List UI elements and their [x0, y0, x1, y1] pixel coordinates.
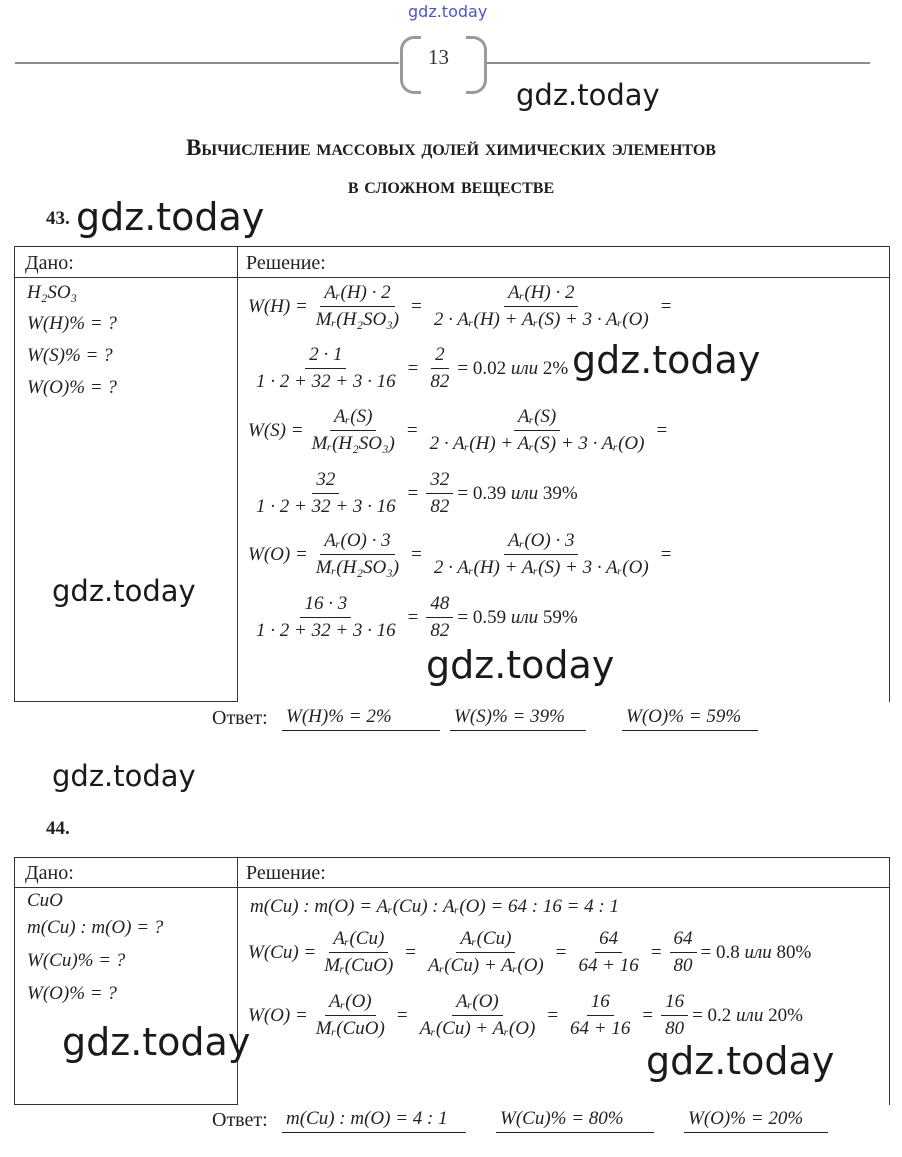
given-unknown: W(O)% = ?: [27, 983, 117, 1004]
answer-value: W(O)% = 59%: [622, 706, 758, 731]
result: = 0.02: [457, 357, 507, 379]
numerator: Aᵣ(O): [452, 991, 503, 1016]
section-title-line1: Вычисление массовых долей химических элементов: [186, 135, 716, 160]
denominator: Aᵣ(Cu) + Aᵣ(O): [428, 955, 544, 976]
result: = 0.2: [692, 1004, 732, 1026]
numerator: 2: [431, 344, 449, 369]
denominator: Mᵣ(CuO): [324, 955, 394, 976]
numerator: 64: [595, 928, 622, 953]
equals: =: [660, 295, 672, 317]
denominator: 1 · 2 + 32 + 3 · 16: [256, 496, 396, 517]
denominator: 1 · 2 + 32 + 3 · 16: [256, 620, 396, 641]
fraction: [426, 344, 453, 393]
solution-header: Решение:: [246, 252, 326, 274]
ili-word: или: [736, 1004, 764, 1026]
numerator: Aᵣ(H) · 2: [320, 282, 394, 307]
equation-lhs: W(O) =: [248, 1004, 308, 1026]
ili-word: или: [744, 941, 772, 963]
section-title-line2: в сложном веществе: [347, 173, 555, 198]
fraction: [252, 344, 400, 393]
table-44-bottom-rule: [14, 1104, 238, 1105]
denominator: 82: [430, 620, 450, 641]
percent: 20%: [768, 1004, 803, 1026]
watermark: gdz.today: [76, 195, 265, 239]
numerator: Aᵣ(Cu): [456, 928, 515, 953]
table-44-divider: [237, 857, 238, 1105]
percent: 2%: [542, 357, 569, 379]
table-43-divider: [237, 246, 238, 702]
watermark: gdz.today: [52, 759, 196, 793]
denominator: 1 · 2 + 32 + 3 · 16: [256, 371, 396, 392]
denominator: 2 · Aᵣ(H) + Aᵣ(S) + 3 · Aᵣ(O): [433, 309, 649, 330]
page-number-bracket-left: [400, 36, 421, 94]
equation-line: $\frac{2 \cdot 1}{1 \cdot 2 + 32 + 3 \cdot 16}$ = $\frac{2}{82}$ = 0.02 или 2%: [248, 344, 568, 393]
equals: =: [660, 543, 672, 565]
ratio-equation: m(Cu) : m(O) = Aᵣ(Cu) : Aᵣ(O) = 64 : 16 = 4 : 1: [250, 896, 619, 917]
denominator: 2 · Aᵣ(H) + Aᵣ(S) + 3 · Aᵣ(O): [429, 433, 645, 454]
fraction: [430, 282, 653, 331]
answer-value: m(Cu) : m(O) = 4 : 1: [282, 1108, 466, 1133]
numerator: Aᵣ(O) · 3: [320, 530, 394, 555]
numerator: Aᵣ(O) · 3: [504, 530, 578, 555]
answer-value: W(Cu)% = 80%: [496, 1108, 654, 1133]
result: = 0.39: [457, 482, 507, 504]
fraction: [426, 469, 453, 518]
watermark: gdz.today: [516, 78, 660, 112]
watermark-top: gdz.today: [408, 2, 488, 21]
equation-line: W(O) = $\frac{\text{Aᵣ(O)}}{\text{Mᵣ(CuO)}}$ = $\frac{\text{Aᵣ(O)}}{\text{Aᵣ(Cu) + Aᵣ(O)}}$ = $\frac{16}{64 + 16}$ = $\frac{16}{80}$ = 0.2 или 20%: [248, 991, 803, 1039]
watermark: gdz.today: [426, 643, 615, 687]
denominator: 80: [665, 1018, 685, 1039]
answer-value: W(S)% = 39%: [450, 706, 586, 731]
given-unknown: W(S)% = ?: [27, 345, 113, 366]
fraction: [661, 991, 688, 1040]
fraction: [424, 928, 548, 977]
denominator: Mᵣ(H₂SO₃): [315, 557, 400, 578]
given-unknown: W(O)% = ?: [27, 377, 117, 398]
denominator: 80: [673, 955, 693, 976]
watermark: gdz.today: [646, 1039, 835, 1083]
fraction: [312, 991, 389, 1040]
table-43-bottom-rule: [14, 701, 238, 702]
equation-lhs: W(S) =: [248, 419, 304, 441]
header-rule-left: [15, 62, 399, 64]
numerator: Aᵣ(S): [330, 406, 376, 431]
numerator: 16: [587, 991, 614, 1016]
watermark: gdz.today: [52, 574, 196, 608]
ili-word: или: [510, 357, 539, 379]
percent: 59%: [542, 606, 578, 628]
given-unknown: m(Cu) : m(O) = ?: [27, 917, 164, 938]
numerator: 16 · 3: [300, 593, 351, 618]
solution-header: Решение:: [246, 862, 326, 884]
header-rule-right: [486, 62, 870, 64]
fraction: [252, 593, 400, 642]
given-header: Дано:: [25, 252, 74, 274]
numerator: 16: [661, 991, 688, 1016]
fraction: [566, 991, 634, 1040]
result: = 0.8: [700, 941, 740, 963]
numerator: Aᵣ(S): [514, 406, 560, 431]
watermark: gdz.today: [572, 338, 761, 382]
watermark: gdz.today: [62, 1020, 251, 1064]
equation-line: W(Cu) = $\frac{\text{Aᵣ(Cu)}}{\text{Mᵣ(CuO)}}$ = $\frac{\text{Aᵣ(Cu)}}{\text{Aᵣ(Cu) + Aᵣ(O)}}$ = $\frac{64}{64 + 16}$ = $\frac{64}{80}$ = 0.8 или 80%: [248, 928, 812, 976]
numerator: 2 · 1: [305, 344, 346, 369]
fraction: [670, 928, 697, 977]
page-number-bracket-right: [466, 36, 487, 94]
equation-lhs: W(H) =: [248, 295, 308, 317]
denominator: Aᵣ(Cu) + Aᵣ(O): [419, 1018, 536, 1039]
fraction: [426, 593, 453, 642]
fraction: [426, 406, 649, 455]
numerator: 64: [670, 928, 697, 953]
equation-line: W(O) = $\frac{\text{Aᵣ(O) · 3}}{\text{Mᵣ(H₂SO₃)}}$ = $\frac{\text{Aᵣ(O) · 3}}{\text{2 · Aᵣ(H) + Aᵣ(S) + 3 · Aᵣ(O)}}$ =: [248, 530, 672, 578]
task-number-44: 44.: [46, 818, 70, 839]
numerator: Aᵣ(Cu): [329, 928, 388, 953]
fraction: [252, 469, 400, 518]
numerator: 32: [312, 469, 339, 494]
task-number-43: 43.: [46, 208, 70, 229]
denominator: 64 + 16: [578, 955, 639, 976]
percent: 80%: [776, 941, 812, 963]
denominator: 2 · Aᵣ(H) + Aᵣ(S) + 3 · Aᵣ(O): [433, 557, 649, 578]
fraction: [430, 530, 653, 579]
given-unknown: W(Cu)% = ?: [27, 950, 126, 971]
fraction: [320, 928, 397, 977]
fraction: [416, 991, 540, 1040]
equation-line: W(H) = $\frac{\text{Aᵣ(H) · 2}}{\text{Mᵣ(H₂SO₃)}}$ = $\frac{\text{Aᵣ(H) · 2}}{\text{2 · Aᵣ(H) + Aᵣ(S) + 3 · Aᵣ(O)}}$ =: [248, 282, 672, 330]
equation-line: $\frac{16 \cdot 3}{1 \cdot 2 + 32 + 3 \cdot 16}$ = $\frac{48}{82}$ = 0.59 или 59%: [248, 593, 578, 642]
denominator: Mᵣ(H₂SO₃): [315, 309, 400, 330]
answer-label: Ответ:: [212, 707, 268, 729]
fraction: [312, 282, 403, 331]
denominator: 64 + 16: [570, 1018, 631, 1039]
numerator: Aᵣ(O): [325, 991, 376, 1016]
ili-word: или: [510, 606, 539, 628]
equation-line: W(S) = $\frac{\text{Aᵣ(S)}}{\text{Mᵣ(H₂SO₃)}}$ = $\frac{\text{Aᵣ(S)}}{\text{2 · Aᵣ(H) + Aᵣ(S) + 3 · Aᵣ(O)}}$ =: [248, 406, 668, 454]
answer-label: Ответ:: [212, 1109, 268, 1131]
given-unknown: W(H)% = ?: [27, 313, 117, 334]
table-43-header-rule: [14, 277, 890, 278]
equation-lhs: W(Cu) =: [248, 941, 317, 963]
denominator: Mᵣ(H₂SO₃): [311, 433, 395, 454]
table-44-header-rule: [14, 887, 890, 888]
numerator: 48: [426, 593, 453, 618]
equation-lhs: W(O) =: [248, 543, 308, 565]
equals: =: [656, 419, 668, 441]
numerator: 32: [426, 469, 453, 494]
result: = 0.59: [457, 606, 507, 628]
fraction: [308, 406, 399, 455]
percent: 39%: [542, 482, 578, 504]
fraction: [312, 530, 403, 579]
given-formula: CuO: [27, 890, 63, 911]
equation-line: $\frac{32}{1 \cdot 2 + 32 + 3 \cdot 16}$ = $\frac{32}{82}$ = 0.39 или 39%: [248, 469, 578, 518]
answer-value: W(O)% = 20%: [684, 1108, 828, 1133]
ili-word: или: [510, 482, 539, 504]
denominator: Mᵣ(CuO): [315, 1018, 385, 1039]
given-formula: H₂SO₃: [27, 282, 78, 303]
given-header: Дано:: [25, 862, 74, 884]
page-number: 13: [428, 45, 449, 69]
answer-value: W(H)% = 2%: [282, 706, 440, 731]
fraction: [574, 928, 642, 977]
numerator: Aᵣ(H) · 2: [504, 282, 578, 307]
denominator: 82: [430, 496, 450, 517]
denominator: 82: [430, 371, 450, 392]
